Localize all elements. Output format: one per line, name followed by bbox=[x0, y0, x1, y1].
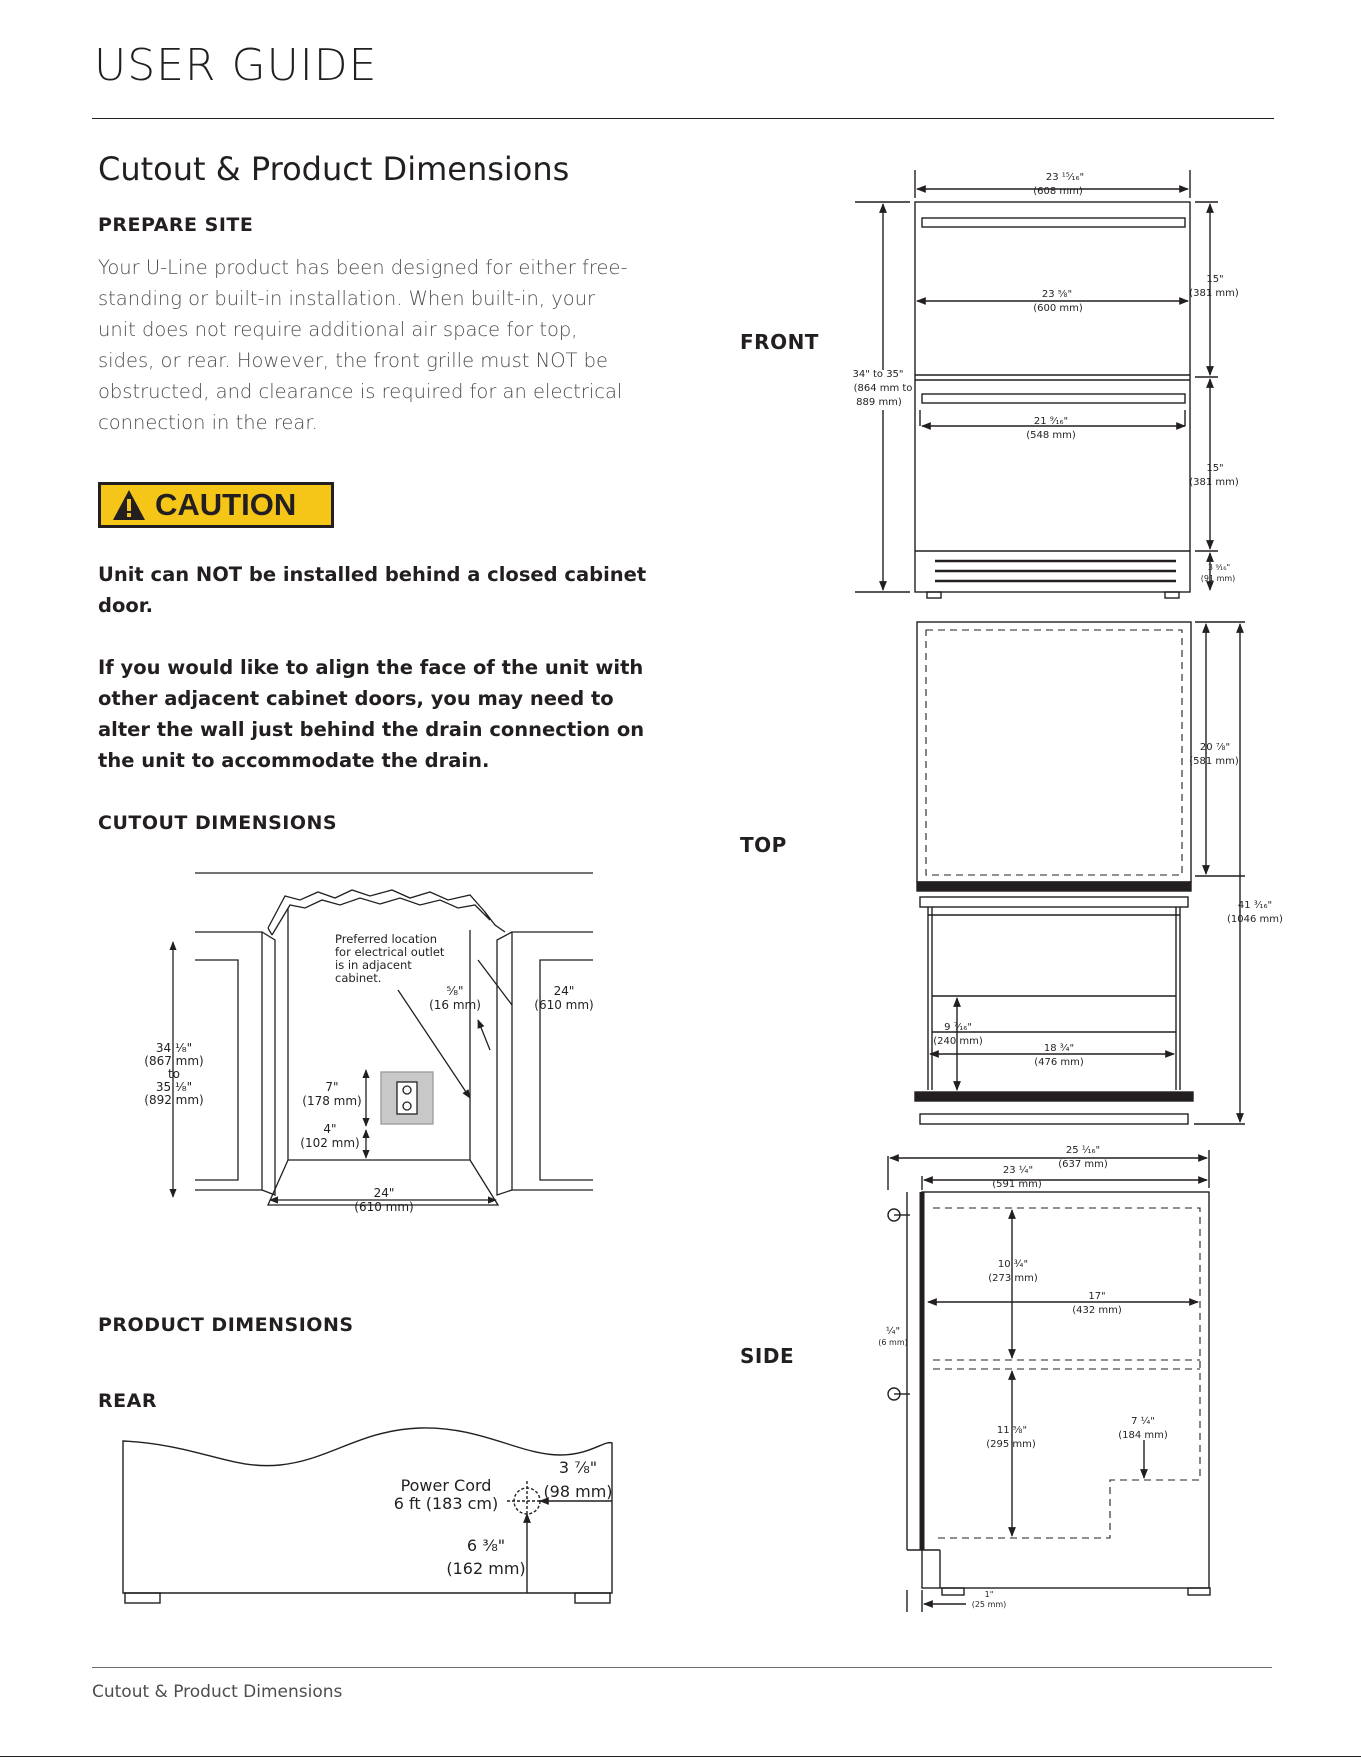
prepare-site-heading: PREPARE SITE bbox=[98, 214, 254, 236]
front-width-label: 23 ¹⁵⁄₁₆" bbox=[1045, 172, 1085, 183]
door-gap-label: ¼" bbox=[885, 1326, 901, 1337]
rear-labels bbox=[394, 1458, 613, 1578]
interior-depth-label: (432 mm) bbox=[1072, 1305, 1122, 1316]
inner-width-label: 21 ⁹⁄₁₆" bbox=[1033, 416, 1069, 427]
note-line: is in adjacent bbox=[335, 958, 412, 972]
side-cabinet-depth-label: (591 mm) bbox=[992, 1179, 1042, 1190]
cord-side-label: 3 ⅞" bbox=[558, 1458, 598, 1477]
page-edge-rule bbox=[0, 1756, 1361, 1757]
page-header-title: USER GUIDE bbox=[94, 40, 378, 91]
cutout-depth-label: (610 mm) bbox=[534, 998, 594, 1012]
side-cabinet-depth-label: 23 ¼" bbox=[1002, 1165, 1034, 1176]
note-line: Preferred location bbox=[335, 932, 438, 946]
outlet-offset-label: 4" bbox=[323, 1122, 337, 1136]
grille-height-label: (91 mm) bbox=[1200, 574, 1236, 583]
toe-label: (25 mm) bbox=[971, 1600, 1007, 1609]
drawer-travel-label: (476 mm) bbox=[1034, 1057, 1084, 1068]
caution-label: CAUTION bbox=[155, 487, 297, 522]
note-line: for electrical outlet bbox=[335, 945, 445, 959]
cutout-height-label: to bbox=[167, 1067, 181, 1081]
side-view-label: SIDE bbox=[740, 1344, 795, 1368]
cutout-height-label: 34 ¹⁄₈" bbox=[155, 1041, 193, 1055]
top-depth-label: 20 ⅞" bbox=[1199, 742, 1231, 753]
drawer-clear-label: (240 mm) bbox=[933, 1036, 983, 1047]
lower-height-label: (295 mm) bbox=[986, 1439, 1036, 1450]
upper-drawer-label: 15" bbox=[1206, 274, 1224, 285]
cutout-gap-label: (16 mm) bbox=[429, 998, 481, 1012]
warning-closed-door: Unit can NOT be installed behind a closed cabinet door. bbox=[98, 563, 647, 617]
front-height-label: (864 mm to bbox=[853, 383, 913, 394]
drawer-travel-label: 18 ³⁄₄" bbox=[1043, 1043, 1075, 1054]
side-overall-depth-label: (637 mm) bbox=[1058, 1159, 1108, 1170]
rear-diagram bbox=[123, 1428, 612, 1603]
cutout-note bbox=[335, 932, 445, 985]
note-line: cabinet. bbox=[335, 971, 382, 985]
inner-width-label: (548 mm) bbox=[1026, 430, 1076, 441]
drawer-width-label: (600 mm) bbox=[1033, 303, 1083, 314]
rear-heading: REAR bbox=[98, 1390, 157, 1412]
section-title: Cutout & Product Dimensions bbox=[98, 150, 570, 188]
cord-height-label: (162 mm) bbox=[446, 1559, 526, 1578]
door-gap-label: (6 mm) bbox=[878, 1338, 908, 1347]
upper-drawer-label: (381 mm) bbox=[1189, 288, 1239, 299]
lower-drawer-label: (381 mm) bbox=[1189, 477, 1239, 488]
footer-text: Cutout & Product Dimensions bbox=[92, 1682, 343, 1702]
warning-align-face: If you would like to align the face of the unit with other adjacent cabinet doors, you may need to alter the wall just behind the drain connection on the unit to accommodate the drain. bbox=[98, 656, 645, 772]
lower-drawer-label: 15" bbox=[1206, 463, 1224, 474]
cutout-height-label: 35 ¹⁄₈" bbox=[155, 1080, 193, 1094]
top-labels bbox=[933, 742, 1283, 1068]
grille-height-label: 3 ⁹⁄₁₆" bbox=[1207, 563, 1231, 572]
front-view-label: FRONT bbox=[740, 330, 819, 354]
step-height-label: (184 mm) bbox=[1118, 1430, 1168, 1441]
cutout-dimensions-heading: CUTOUT DIMENSIONS bbox=[98, 812, 338, 834]
cord-height-label: 6 ⅜" bbox=[466, 1536, 506, 1555]
cutout-width-label: (610 mm) bbox=[354, 1200, 414, 1214]
upper-height-label: (273 mm) bbox=[988, 1273, 1038, 1284]
step-height-label: 7 ¼" bbox=[1131, 1416, 1155, 1427]
front-labels bbox=[852, 172, 1238, 583]
prepare-site-body: Your U-Line product has been designed for either free-standing or built-in installation. When built-in, your unit does not require additional air space for top, sides, or rear. However, the front grille must NOT be obstructed, and clearance is required for an electrical connection in the rear. bbox=[98, 256, 628, 434]
outlet-height-label: 7" bbox=[325, 1080, 339, 1094]
front-width-label: (608 mm) bbox=[1033, 186, 1083, 197]
outlet-offset-label: (102 mm) bbox=[300, 1136, 360, 1150]
cutout-diagram bbox=[173, 873, 593, 1205]
side-overall-depth-label: 25 ¹⁄₁₆" bbox=[1065, 1145, 1101, 1156]
outlet-height-label: (178 mm) bbox=[302, 1094, 362, 1108]
top-depth-label: (581 mm) bbox=[1189, 756, 1239, 767]
side-diagram bbox=[885, 1150, 1210, 1612]
overall-depth-label: (1046 mm) bbox=[1227, 914, 1283, 925]
upper-height-label: 10 ¾" bbox=[997, 1259, 1029, 1270]
footer-rule bbox=[92, 1667, 1272, 1668]
cord-side-label: (98 mm) bbox=[543, 1482, 613, 1501]
cutout-depth-label: 24" bbox=[553, 984, 575, 998]
power-cord-label: Power Cord bbox=[400, 1476, 492, 1495]
top-view-label: TOP bbox=[740, 833, 787, 857]
drawer-clear-label: 9 ⁷⁄₁₆" bbox=[944, 1022, 972, 1033]
cutout-height-label: (867 mm) bbox=[144, 1054, 204, 1068]
drawer-width-label: 23 ⅝" bbox=[1041, 289, 1073, 300]
cutout-gap-label: ⁵⁄₈" bbox=[446, 984, 464, 998]
front-height-label: 34" to 35" bbox=[852, 369, 904, 380]
cutout-height-label: (892 mm) bbox=[144, 1093, 204, 1107]
interior-depth-label: 17" bbox=[1088, 1291, 1106, 1302]
overall-depth-label: 41 ³⁄₁₆" bbox=[1237, 900, 1273, 911]
product-dimensions-heading: PRODUCT DIMENSIONS bbox=[98, 1314, 354, 1336]
top-diagram bbox=[915, 622, 1245, 1124]
cutout-width-label: 24" bbox=[373, 1186, 395, 1200]
lower-height-label: 11 ⅝" bbox=[996, 1425, 1028, 1436]
toe-label: 1" bbox=[984, 1590, 994, 1599]
power-cord-label: 6 ft (183 cm) bbox=[393, 1494, 499, 1513]
front-height-label: 889 mm) bbox=[856, 397, 902, 408]
